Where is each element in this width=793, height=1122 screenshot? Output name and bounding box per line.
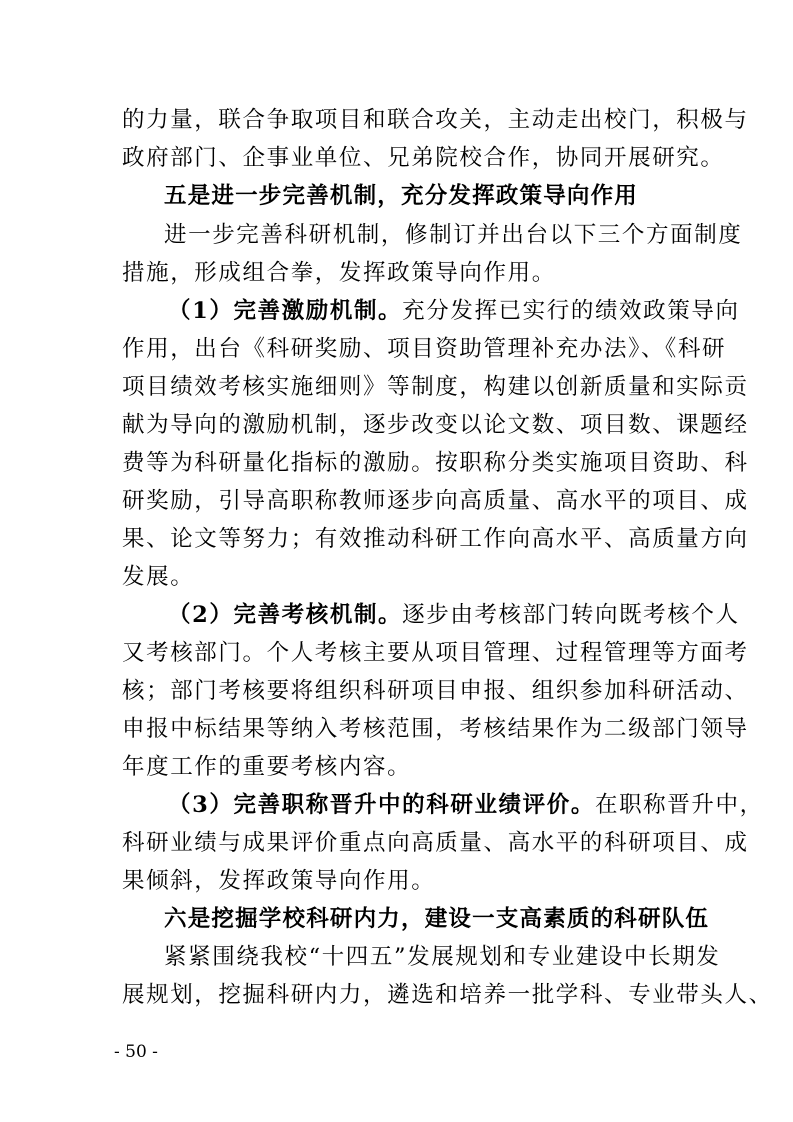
body-line: 果、论文等努力；有效推动科研工作向高水平、高质量方向 xyxy=(122,526,749,552)
body-line: 果倾斜，发挥政策导向作用。 xyxy=(122,868,436,894)
item-3-text: 在职称晋升中， xyxy=(594,792,764,818)
body-line: 又考核部门。个人考核主要从项目管理、过程管理等方面考 xyxy=(122,640,749,666)
section-heading-six: 六是挖掘学校科研内力，建设一支高素质的科研队伍 xyxy=(164,906,710,932)
body-line: 发展。 xyxy=(122,564,195,590)
item-1-line xyxy=(0,293,793,329)
item-1-text: 充分发挥已实行的绩效政策导向 xyxy=(402,298,740,324)
body-line: 年度工作的重要考核内容。 xyxy=(122,754,412,780)
body-line: 申报中标结果等纳入考核范围，考核结果作为二级部门领导 xyxy=(122,716,749,742)
section-heading-five: 五是进一步完善机制，充分发挥政策导向作用 xyxy=(164,183,639,209)
body-line: 项目绩效考核实施细则》等制度，构建以创新质量和实际贡 xyxy=(122,374,749,400)
body-line: 政府部门、企事业单位、兄弟院校合作，协同开展研究。 xyxy=(122,145,725,171)
body-line: 核；部门考核要将组织科研项目申报、组织参加科研活动、 xyxy=(122,678,749,704)
body-line: 作用，出台《科研奖励、项目资助管理补充办法》、《科研 xyxy=(122,336,727,362)
item-2-text: 逐步由考核部门转向既考核个人 xyxy=(402,602,740,628)
body-line: 的力量，联合争取项目和联合攻关，主动走出校门，积极与 xyxy=(122,107,749,133)
body-line: 紧紧围绕我校“十四五”发展规划和专业建设中长期发 xyxy=(164,944,721,970)
body-line: 费等为科研量化指标的激励。按职称分类实施项目资助、科 xyxy=(122,450,749,476)
body-line: 科研业绩与成果评价重点向高质量、高水平的科研项目、成 xyxy=(122,830,749,856)
body-line: 研奖励，引导高职称教师逐步向高质量、高水平的项目、成 xyxy=(122,488,749,514)
item-2-line xyxy=(0,597,793,633)
body-line: 展规划，挖掘科研内力，遴选和培养一批学科、专业带头人、 xyxy=(122,982,773,1008)
body-line: 献为导向的激励机制，逐步改变以论文数、项目数、课题经 xyxy=(122,412,749,438)
item-2-title: （2）完善考核机制。 xyxy=(168,602,403,628)
body-line: 进一步完善科研机制，修制订并出台以下三个方面制度 xyxy=(164,222,743,248)
item-3-title: （3）完善职称晋升中的科研业绩评价。 xyxy=(168,792,595,818)
body-line: 措施，形成组合拳，发挥政策导向作用。 xyxy=(122,260,556,286)
page-number: - 50 - xyxy=(114,1042,158,1062)
item-1-title: （1）完善激励机制。 xyxy=(168,298,403,324)
item-3-line xyxy=(0,787,793,823)
